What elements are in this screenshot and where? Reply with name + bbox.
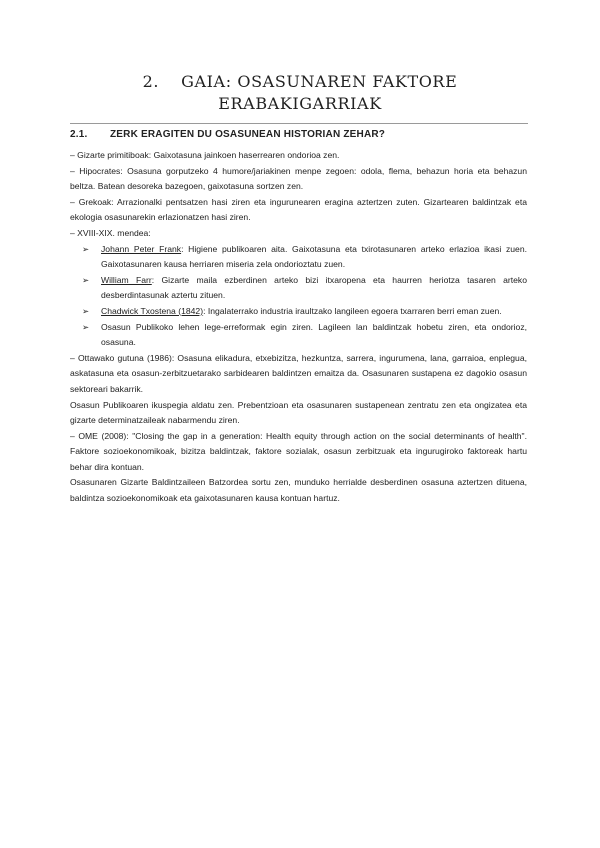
bullet-text-chadwick: : Ingalaterrako industria iraultzako langileen egoera txarraren berri eman zuen. (203, 305, 502, 316)
bullet-item-farr (70, 273, 527, 304)
arrow-bullet-icon: ➢ (82, 305, 90, 316)
bullet-name-farr: William Farr (101, 274, 152, 285)
bullet-item-frank (70, 242, 527, 273)
bullet-text-farr: : Gizarte maila ezberdinen arteko bizi itxaropena eta haurren heriotza tasaren arteko desberdintasunak aztertu zituen. (101, 274, 528, 301)
chapter-title (70, 71, 530, 115)
paragraph-public-health-view: Osasun Publikoaren ikuspegia aldatu zen. Prebentzioan eta osasunaren sustapenean zentratu zen eta ongizatea eta gizarte determinatzaileak nabarmendu ziren. (70, 399, 527, 426)
chapter-number: 2. (142, 72, 160, 91)
paragraph-commission: Osasunaren Gizarte Baldintzaileen Batzordea sortu zen, munduko herrialde desberdinen osasuna aztertzen dituena, baldintza sozioekonomikoak eta gaixotasunaren kausa kontuan hartuz. (70, 477, 527, 504)
paragraph-greeks: – Grekoak: Arrazionalki pentsatzen hasi ziren eta ingurunearen eragina aztertzen zuten. Gizartearen baldintzak eta ekologia osasunarekin erlazionatzen hasi ziren. (70, 196, 527, 223)
paragraph-18-19-century: – XVIII-XIX. mendea: (70, 227, 151, 238)
bullet-text-frank: : Higiene publikoaren aita. Gaixotasuna eta txirotasunaren arteko erlazioa ikasi zuen. Gaixotasunaren kausa herriaren miseria zela ondorioztatu zuen. (101, 243, 527, 270)
bullet-item-chadwick (70, 304, 527, 320)
paragraph-hipocrates: – Hipocrates: Osasuna gorputzeko 4 humore/jariakinen menpe zegoen: odola, flema, behazun horia eta behazun beltza. Batean desoreka bazegoen, gaixotasuna sortzen zen. (70, 165, 527, 192)
bullet-name-frank: Johann Peter Frank (101, 243, 182, 254)
arrow-bullet-icon: ➢ (82, 321, 90, 332)
section-title: ZERK ERAGITEN DU OSASUNEAN HISTORIAN ZEHAR? (110, 129, 386, 140)
paragraph-primitive-societies: – Gizarte primitiboak: Gaixotasuna jainkoen haserrearen ondorioa zen. (70, 150, 340, 160)
section-heading (70, 129, 530, 140)
section-number: 2.1. (70, 129, 88, 140)
bullet-item-reforms (70, 320, 527, 351)
chapter-title-line1: GAIA: OSASUNAREN FAKTORE (181, 72, 458, 91)
paragraph-ome: – OME (2008): "Closing the gap in a generation: Health equity through action on the social determinants of health". Faktore sozioekonomikoak, bizitza baldintzak, faktore sozialak, osasun zerbitzuak eta ingurugiroko faktoreak hartu behar dira kontuan. (70, 430, 527, 472)
bullet-text-reforms: Osasun Publikoko lehen lege-erreformak egin ziren. Lagileen lan baldintzak hobetu ziren, eta ondorioz, osasuna. (101, 321, 527, 348)
title-divider (70, 123, 528, 124)
chapter-title-line2: ERABAKIGARRIAK (218, 94, 382, 113)
body-text (70, 148, 527, 507)
bullet-name-chadwick: Chadwick Txostena (1842) (101, 305, 204, 316)
arrow-bullet-icon: ➢ (82, 274, 90, 285)
paragraph-ottawa: – Ottawako gutuna (1986): Osasuna elikadura, etxebizitza, hezkuntza, sarrera, ingurumena, lana, garraioa, enplegua, askatasuna eta osasun-zerbitzuetarako sarbidearen baldintzen emaitza da. Osasunaren sustapena ez dagokio osasun sektoreari bakarrik. (70, 352, 527, 394)
arrow-bullet-icon: ➢ (82, 243, 90, 254)
